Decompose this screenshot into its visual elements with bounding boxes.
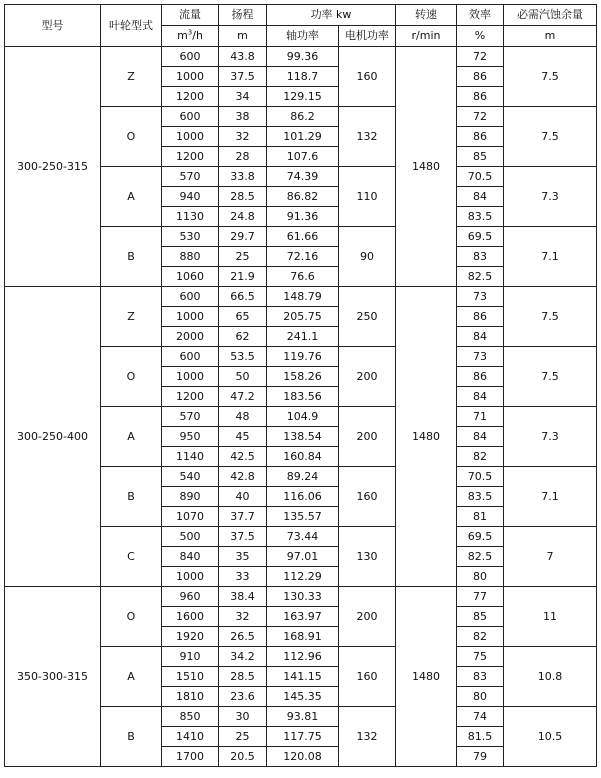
flow-cell: 1000 xyxy=(162,67,219,87)
shaft-power-cell: 130.33 xyxy=(267,587,339,607)
npsh-cell: 7.5 xyxy=(504,47,597,107)
efficiency-cell: 77 xyxy=(457,587,504,607)
flow-cell: 570 xyxy=(162,407,219,427)
efficiency-cell: 71 xyxy=(457,407,504,427)
efficiency-cell: 84 xyxy=(457,427,504,447)
npsh-cell: 7.5 xyxy=(504,347,597,407)
efficiency-cell: 69.5 xyxy=(457,227,504,247)
flow-unit-base: m xyxy=(177,29,188,42)
head-cell: 30 xyxy=(219,707,267,727)
efficiency-cell: 85 xyxy=(457,607,504,627)
efficiency-cell: 83.5 xyxy=(457,207,504,227)
motor-power-cell: 132 xyxy=(339,707,396,767)
header-speed-unit: r/min xyxy=(396,26,457,47)
header-model: 型号 xyxy=(5,5,101,47)
efficiency-cell: 84 xyxy=(457,187,504,207)
shaft-power-cell: 61.66 xyxy=(267,227,339,247)
impeller-type-cell: O xyxy=(101,107,162,167)
efficiency-cell: 83.5 xyxy=(457,487,504,507)
motor-power-cell: 132 xyxy=(339,107,396,167)
shaft-power-cell: 160.84 xyxy=(267,447,339,467)
shaft-power-cell: 148.79 xyxy=(267,287,339,307)
flow-cell: 2000 xyxy=(162,327,219,347)
head-cell: 32 xyxy=(219,127,267,147)
head-cell: 50 xyxy=(219,367,267,387)
header-efficiency-unit: % xyxy=(457,26,504,47)
efficiency-cell: 80 xyxy=(457,567,504,587)
flow-cell: 1140 xyxy=(162,447,219,467)
head-cell: 45 xyxy=(219,427,267,447)
motor-power-cell: 200 xyxy=(339,587,396,647)
speed-cell: 1480 xyxy=(396,287,457,587)
flow-cell: 940 xyxy=(162,187,219,207)
flow-cell: 1000 xyxy=(162,567,219,587)
head-cell: 28.5 xyxy=(219,667,267,687)
flow-cell: 600 xyxy=(162,47,219,67)
flow-cell: 1060 xyxy=(162,267,219,287)
shaft-power-cell: 86.2 xyxy=(267,107,339,127)
flow-unit-exponent: 3 xyxy=(187,28,193,37)
header-efficiency: 效率 xyxy=(457,5,504,26)
shaft-power-cell: 97.01 xyxy=(267,547,339,567)
head-cell: 37.5 xyxy=(219,527,267,547)
header-motor-power: 电机功率 xyxy=(339,26,396,47)
flow-cell: 1700 xyxy=(162,747,219,767)
efficiency-cell: 69.5 xyxy=(457,527,504,547)
motor-power-cell: 160 xyxy=(339,47,396,107)
npsh-cell: 7.5 xyxy=(504,287,597,347)
shaft-power-cell: 138.54 xyxy=(267,427,339,447)
efficiency-cell: 86 xyxy=(457,87,504,107)
shaft-power-cell: 86.82 xyxy=(267,187,339,207)
shaft-power-cell: 99.36 xyxy=(267,47,339,67)
table-row xyxy=(5,47,597,67)
header-head: 扬程 xyxy=(219,5,267,26)
efficiency-cell: 72 xyxy=(457,47,504,67)
header-power: 功率 kw xyxy=(267,5,396,26)
shaft-power-cell: 120.08 xyxy=(267,747,339,767)
shaft-power-cell: 112.29 xyxy=(267,567,339,587)
efficiency-cell: 82.5 xyxy=(457,547,504,567)
flow-cell: 1000 xyxy=(162,307,219,327)
efficiency-cell: 74 xyxy=(457,707,504,727)
impeller-type-cell: A xyxy=(101,407,162,467)
efficiency-cell: 75 xyxy=(457,647,504,667)
motor-power-cell: 250 xyxy=(339,287,396,347)
efficiency-cell: 80 xyxy=(457,687,504,707)
motor-power-cell: 130 xyxy=(339,527,396,587)
header-npsh-unit: m xyxy=(504,26,597,47)
shaft-power-cell: 183.56 xyxy=(267,387,339,407)
flow-cell: 600 xyxy=(162,287,219,307)
speed-cell: 1480 xyxy=(396,587,457,767)
table-body xyxy=(5,47,597,767)
impeller-type-cell: O xyxy=(101,587,162,647)
flow-cell: 850 xyxy=(162,707,219,727)
flow-cell: 1920 xyxy=(162,627,219,647)
efficiency-cell: 70.5 xyxy=(457,467,504,487)
motor-power-cell: 160 xyxy=(339,647,396,707)
npsh-cell: 7.5 xyxy=(504,107,597,167)
shaft-power-cell: 119.76 xyxy=(267,347,339,367)
efficiency-cell: 82.5 xyxy=(457,267,504,287)
header-speed: 转速 xyxy=(396,5,457,26)
efficiency-cell: 85 xyxy=(457,147,504,167)
impeller-type-cell: B xyxy=(101,467,162,527)
motor-power-cell: 200 xyxy=(339,347,396,407)
shaft-power-cell: 241.1 xyxy=(267,327,339,347)
header-npsh: 必需汽蚀余量 xyxy=(504,5,597,26)
efficiency-cell: 86 xyxy=(457,367,504,387)
efficiency-cell: 72 xyxy=(457,107,504,127)
motor-power-cell: 200 xyxy=(339,407,396,467)
flow-unit-tail: /h xyxy=(192,29,203,42)
shaft-power-cell: 89.24 xyxy=(267,467,339,487)
shaft-power-cell: 74.39 xyxy=(267,167,339,187)
head-cell: 28 xyxy=(219,147,267,167)
head-cell: 38 xyxy=(219,107,267,127)
efficiency-cell: 82 xyxy=(457,627,504,647)
flow-cell: 1000 xyxy=(162,127,219,147)
head-cell: 25 xyxy=(219,727,267,747)
flow-cell: 880 xyxy=(162,247,219,267)
header-shaft-power: 轴功率 xyxy=(267,26,339,47)
flow-cell: 600 xyxy=(162,347,219,367)
head-cell: 25 xyxy=(219,247,267,267)
head-cell: 65 xyxy=(219,307,267,327)
flow-cell: 890 xyxy=(162,487,219,507)
flow-cell: 1130 xyxy=(162,207,219,227)
shaft-power-cell: 104.9 xyxy=(267,407,339,427)
flow-cell: 570 xyxy=(162,167,219,187)
head-cell: 42.5 xyxy=(219,447,267,467)
efficiency-cell: 86 xyxy=(457,307,504,327)
header-impeller: 叶轮型式 xyxy=(101,5,162,47)
flow-cell: 1000 xyxy=(162,367,219,387)
head-cell: 37.5 xyxy=(219,67,267,87)
table-row xyxy=(5,287,597,307)
impeller-type-cell: B xyxy=(101,707,162,767)
head-cell: 28.5 xyxy=(219,187,267,207)
shaft-power-cell: 205.75 xyxy=(267,307,339,327)
shaft-power-cell: 116.06 xyxy=(267,487,339,507)
shaft-power-cell: 117.75 xyxy=(267,727,339,747)
head-cell: 26.5 xyxy=(219,627,267,647)
efficiency-cell: 73 xyxy=(457,347,504,367)
flow-cell: 530 xyxy=(162,227,219,247)
efficiency-cell: 70.5 xyxy=(457,167,504,187)
table-row xyxy=(5,587,597,607)
shaft-power-cell: 112.96 xyxy=(267,647,339,667)
head-cell: 38.4 xyxy=(219,587,267,607)
flow-cell: 1200 xyxy=(162,147,219,167)
shaft-power-cell: 73.44 xyxy=(267,527,339,547)
efficiency-cell: 83 xyxy=(457,667,504,687)
head-cell: 42.8 xyxy=(219,467,267,487)
shaft-power-cell: 145.35 xyxy=(267,687,339,707)
model-cell: 350-300-315 xyxy=(5,587,101,767)
shaft-power-cell: 72.16 xyxy=(267,247,339,267)
head-cell: 33 xyxy=(219,567,267,587)
head-cell: 23.6 xyxy=(219,687,267,707)
npsh-cell: 7.1 xyxy=(504,227,597,287)
head-cell: 20.5 xyxy=(219,747,267,767)
impeller-type-cell: C xyxy=(101,527,162,587)
flow-cell: 600 xyxy=(162,107,219,127)
flow-cell: 840 xyxy=(162,547,219,567)
header-head-unit: m xyxy=(219,26,267,47)
head-cell: 66.5 xyxy=(219,287,267,307)
shaft-power-cell: 158.26 xyxy=(267,367,339,387)
head-cell: 37.7 xyxy=(219,507,267,527)
flow-cell: 1600 xyxy=(162,607,219,627)
head-cell: 21.9 xyxy=(219,267,267,287)
npsh-cell: 7 xyxy=(504,527,597,587)
flow-cell: 540 xyxy=(162,467,219,487)
shaft-power-cell: 118.7 xyxy=(267,67,339,87)
efficiency-cell: 82 xyxy=(457,447,504,467)
npsh-cell: 10.5 xyxy=(504,707,597,767)
npsh-cell: 11 xyxy=(504,587,597,647)
shaft-power-cell: 91.36 xyxy=(267,207,339,227)
shaft-power-cell: 168.91 xyxy=(267,627,339,647)
impeller-type-cell: Z xyxy=(101,47,162,107)
flow-cell: 1200 xyxy=(162,87,219,107)
flow-cell: 910 xyxy=(162,647,219,667)
efficiency-cell: 86 xyxy=(457,127,504,147)
efficiency-cell: 81.5 xyxy=(457,727,504,747)
model-cell: 300-250-400 xyxy=(5,287,101,587)
efficiency-cell: 79 xyxy=(457,747,504,767)
flow-cell: 1410 xyxy=(162,727,219,747)
model-cell: 300-250-315 xyxy=(5,47,101,287)
pump-performance-table xyxy=(4,4,597,767)
motor-power-cell: 110 xyxy=(339,167,396,227)
table-header xyxy=(5,5,597,47)
efficiency-cell: 86 xyxy=(457,67,504,87)
head-cell: 34.2 xyxy=(219,647,267,667)
head-cell: 43.8 xyxy=(219,47,267,67)
shaft-power-cell: 129.15 xyxy=(267,87,339,107)
shaft-power-cell: 107.6 xyxy=(267,147,339,167)
head-cell: 34 xyxy=(219,87,267,107)
head-cell: 47.2 xyxy=(219,387,267,407)
header-row-1 xyxy=(5,5,597,26)
flow-cell: 1070 xyxy=(162,507,219,527)
motor-power-cell: 160 xyxy=(339,467,396,527)
flow-cell: 950 xyxy=(162,427,219,447)
head-cell: 29.7 xyxy=(219,227,267,247)
efficiency-cell: 84 xyxy=(457,387,504,407)
header-flow: 流量 xyxy=(162,5,219,26)
flow-cell: 500 xyxy=(162,527,219,547)
efficiency-cell: 83 xyxy=(457,247,504,267)
impeller-type-cell: O xyxy=(101,347,162,407)
head-cell: 53.5 xyxy=(219,347,267,367)
speed-cell: 1480 xyxy=(396,47,457,287)
efficiency-cell: 84 xyxy=(457,327,504,347)
head-cell: 33.8 xyxy=(219,167,267,187)
shaft-power-cell: 141.15 xyxy=(267,667,339,687)
shaft-power-cell: 135.57 xyxy=(267,507,339,527)
npsh-cell: 7.3 xyxy=(504,167,597,227)
impeller-type-cell: B xyxy=(101,227,162,287)
npsh-cell: 7.1 xyxy=(504,467,597,527)
head-cell: 32 xyxy=(219,607,267,627)
head-cell: 62 xyxy=(219,327,267,347)
impeller-type-cell: A xyxy=(101,167,162,227)
efficiency-cell: 81 xyxy=(457,507,504,527)
head-cell: 48 xyxy=(219,407,267,427)
flow-cell: 1810 xyxy=(162,687,219,707)
shaft-power-cell: 76.6 xyxy=(267,267,339,287)
npsh-cell: 7.3 xyxy=(504,407,597,467)
shaft-power-cell: 163.97 xyxy=(267,607,339,627)
flow-cell: 960 xyxy=(162,587,219,607)
header-flow-unit xyxy=(162,26,219,47)
flow-cell: 1510 xyxy=(162,667,219,687)
head-cell: 40 xyxy=(219,487,267,507)
efficiency-cell: 73 xyxy=(457,287,504,307)
table-container xyxy=(4,4,597,767)
impeller-type-cell: Z xyxy=(101,287,162,347)
flow-cell: 1200 xyxy=(162,387,219,407)
npsh-cell: 10.8 xyxy=(504,647,597,707)
shaft-power-cell: 93.81 xyxy=(267,707,339,727)
impeller-type-cell: A xyxy=(101,647,162,707)
head-cell: 24.8 xyxy=(219,207,267,227)
head-cell: 35 xyxy=(219,547,267,567)
motor-power-cell: 90 xyxy=(339,227,396,287)
shaft-power-cell: 101.29 xyxy=(267,127,339,147)
